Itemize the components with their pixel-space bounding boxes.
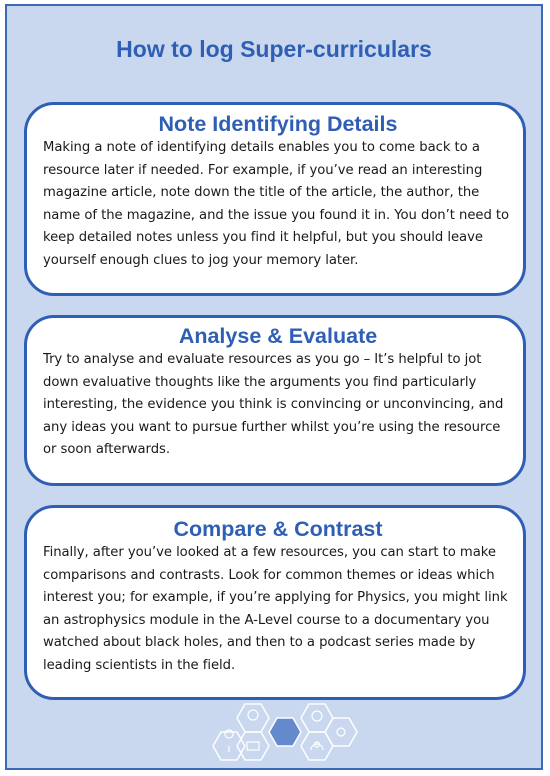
page-title: How to log Super-curriculars (116, 36, 432, 62)
section-note-identifying-details (24, 102, 526, 296)
section-body: Try to analyse and evaluate resources as you go – It’s helpful to jot down evaluative thoughts like the arguments you find particularly interesting, the evidence you think is convincing or unconvincing, and any ideas you want to pursue further whilst you’re using the resource or soon afterwards. (43, 352, 504, 457)
section-body: Finally, after you’ve looked at a few resources, you can start to make comparisons and contrasts. Look for common themes or ideas which interest you; for example, if you’re applying for Physics, you might link an astrophysics module in the A-Level course to a documentary you watched about black holes, and then to a podcast series made by leading scientists in the field. (43, 545, 508, 673)
section-body: Making a note of identifying details enables you to come back to a resource later if needed. For example, if you’ve read an interesting magazine article, note down the title of the article, the author, the name of the magazine, and the issue you found it in. You don’t need to keep detailed notes unless you find it helpful, but you should leave yourself enough clues to jog your memory later. (43, 140, 510, 268)
section-heading: Analyse & Evaluate (178, 324, 378, 348)
section-compare-contrast (24, 505, 526, 700)
section-heading: Note Identifying Details (158, 112, 398, 136)
lightbulb-icon (248, 710, 258, 720)
section-analyse-evaluate (24, 315, 526, 486)
hexagon-logo (203, 700, 373, 770)
brain-icon (312, 711, 322, 721)
hex-right (325, 718, 357, 746)
gear-icon (337, 728, 345, 736)
page (5, 4, 543, 770)
hex-bottom-left (237, 732, 269, 760)
hex-center (269, 718, 301, 746)
section-heading: Compare & Contrast (173, 517, 383, 541)
people-icon (311, 742, 323, 750)
map-pin-icon (225, 730, 233, 752)
book-icon (247, 742, 259, 750)
hex-top-left (237, 704, 269, 732)
